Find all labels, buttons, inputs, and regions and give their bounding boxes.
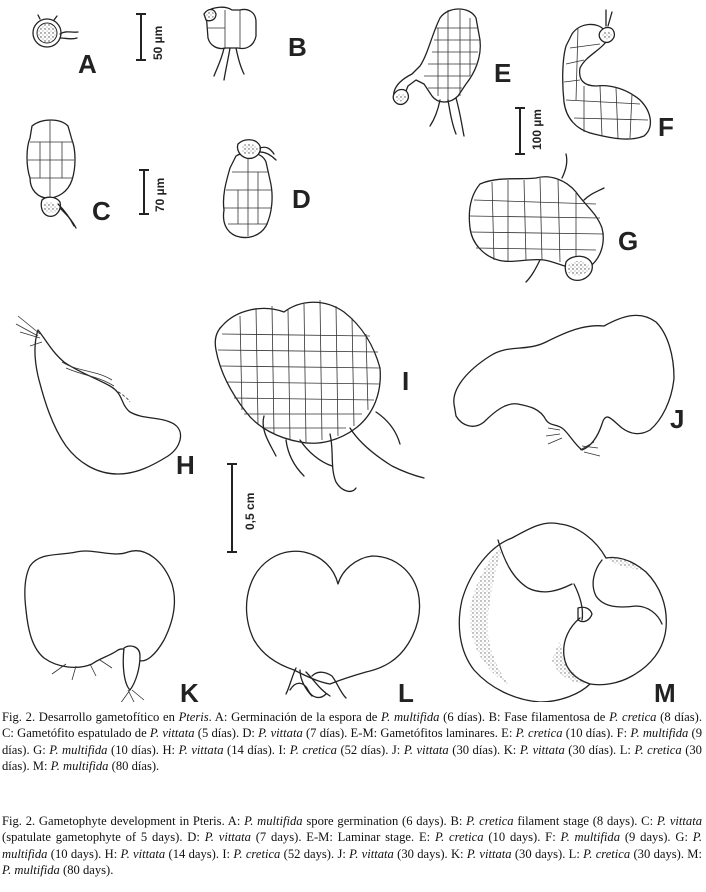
- panel-label-e: E: [494, 58, 512, 88]
- panel-label-c: C: [92, 196, 111, 226]
- caption-species-name: P. cretica: [466, 814, 514, 828]
- drawing-a: [33, 15, 78, 47]
- caption-species-name: P. multifida: [630, 726, 689, 741]
- panel-label-l: L: [398, 678, 414, 702]
- panel-label-k: K: [180, 678, 199, 702]
- caption-text: (9 days). G:: [620, 830, 693, 845]
- caption-text: (6 días). B: Fase filamentosa de: [439, 710, 610, 724]
- caption-species-name: P. multifida: [50, 759, 109, 774]
- drawing-h: [16, 316, 181, 474]
- caption-species-name: P. vittata: [656, 814, 703, 828]
- caption-species-name: P. cretica: [289, 742, 337, 757]
- caption-text: (30 días). K:: [448, 742, 520, 757]
- caption-species-name: P. vittata: [120, 846, 166, 861]
- caption-text: (9 días). G:: [2, 726, 703, 757]
- panel-label-g: G: [618, 226, 639, 256]
- drawing-i: [215, 300, 424, 491]
- drawing-k: [25, 551, 175, 702]
- caption-species-name: P. multifida: [2, 863, 60, 878]
- caption-text: (14 días). I:: [223, 742, 290, 757]
- panel-label-d: D: [292, 184, 311, 214]
- caption-text: (14 days). I:: [165, 846, 234, 861]
- caption-text: (10 días). F:: [562, 726, 631, 741]
- caption-text: (7 días). E-M: Gametófitos laminares. E:: [302, 726, 516, 741]
- caption-text: (10 days). H:: [47, 846, 121, 861]
- caption-species-name: P. cretica: [583, 846, 631, 861]
- drawing-f: [563, 10, 651, 139]
- panel-label-h: H: [176, 450, 195, 480]
- caption-text: (30 días). L:: [564, 742, 635, 757]
- panel-label-j: J: [670, 404, 685, 434]
- caption-text: spore germination (6 days). B:: [302, 814, 467, 828]
- caption-species-name: P. vittata: [466, 846, 512, 861]
- drawing-c: [27, 120, 76, 228]
- caption-spanish: [2, 709, 702, 775]
- scale-label-ab: 50 µm: [151, 25, 165, 60]
- caption-species-name: P. cretica: [435, 830, 484, 845]
- caption-text: (10 días). H:: [107, 742, 179, 757]
- caption-text: (5 días). D:: [194, 726, 259, 741]
- caption-species-name: P. cretica: [233, 846, 281, 861]
- drawing-j: [454, 315, 674, 456]
- caption-text: (8 días). C: Gametófito espatulado de: [2, 710, 702, 741]
- drawing-g: [469, 154, 604, 282]
- caption-species-name: P. multifida: [560, 830, 621, 845]
- caption-text: (30 días). M:: [2, 742, 702, 774]
- caption-text: (30 days). M:: [630, 846, 702, 861]
- caption-species-name: Pteris: [178, 710, 209, 724]
- caption-text: Fig. 2. Desarrollo gametofítico en: [2, 710, 179, 724]
- caption-text: (80 días).: [108, 759, 160, 774]
- caption-text: (80 days).: [59, 863, 114, 878]
- scale-label-cd: 70 µm: [153, 177, 167, 212]
- caption-text: (30 days). K:: [393, 846, 467, 861]
- drawing-e: [393, 9, 480, 136]
- caption-species-name: P. cretica: [609, 710, 657, 724]
- caption-species-name: P. vittata: [403, 742, 449, 757]
- caption-text: (7 days). E-M: Laminar stage. E:: [250, 830, 435, 845]
- caption-species-name: P. multifida: [2, 830, 703, 861]
- panel-label-f: F: [658, 112, 674, 142]
- caption-text: filament stage (8 days). C:: [513, 814, 657, 828]
- panel-label-m: M: [654, 678, 676, 702]
- caption-species-name: P. vittata: [149, 726, 195, 741]
- panel-label-b: B: [288, 32, 307, 62]
- caption-species-name: P. multifida: [244, 814, 303, 828]
- scale-label-main: 0,5 cm: [243, 492, 257, 530]
- caption-species-name: P. multifida: [49, 742, 108, 757]
- drawing-d: [223, 140, 276, 238]
- caption-text: (spatulate gametophyte of 5 days). D:: [2, 830, 205, 845]
- drawing-m: [459, 523, 666, 702]
- caption-species-name: P. multifida: [381, 710, 440, 724]
- caption-text: (10 days). F:: [483, 830, 561, 845]
- caption-species-name: P. vittata: [258, 726, 303, 741]
- caption-text: Fig. 2. Gametophyte development in Pteris. A:: [2, 814, 245, 828]
- caption-species-name: P. vittata: [204, 830, 251, 845]
- caption-text: (52 days). J:: [280, 846, 350, 861]
- caption-species-name: P. vittata: [178, 742, 224, 757]
- caption-species-name: P. cretica: [515, 726, 563, 741]
- drawing-b: [204, 7, 256, 80]
- panel-label-i: I: [402, 366, 410, 396]
- scale-label-ef: 100 µm: [530, 109, 544, 150]
- caption-text: . A: Germinación de la espora de: [208, 710, 382, 724]
- caption-species-name: P. vittata: [519, 742, 565, 757]
- panel-label-a: A: [78, 49, 97, 79]
- caption-species-name: P. vittata: [349, 846, 394, 861]
- caption-text: (30 days). L:: [511, 846, 584, 861]
- caption-text: (52 días). J:: [336, 742, 404, 757]
- caption-english: [2, 813, 702, 879]
- caption-species-name: P. cretica: [634, 742, 682, 757]
- drawing-l: [247, 551, 420, 698]
